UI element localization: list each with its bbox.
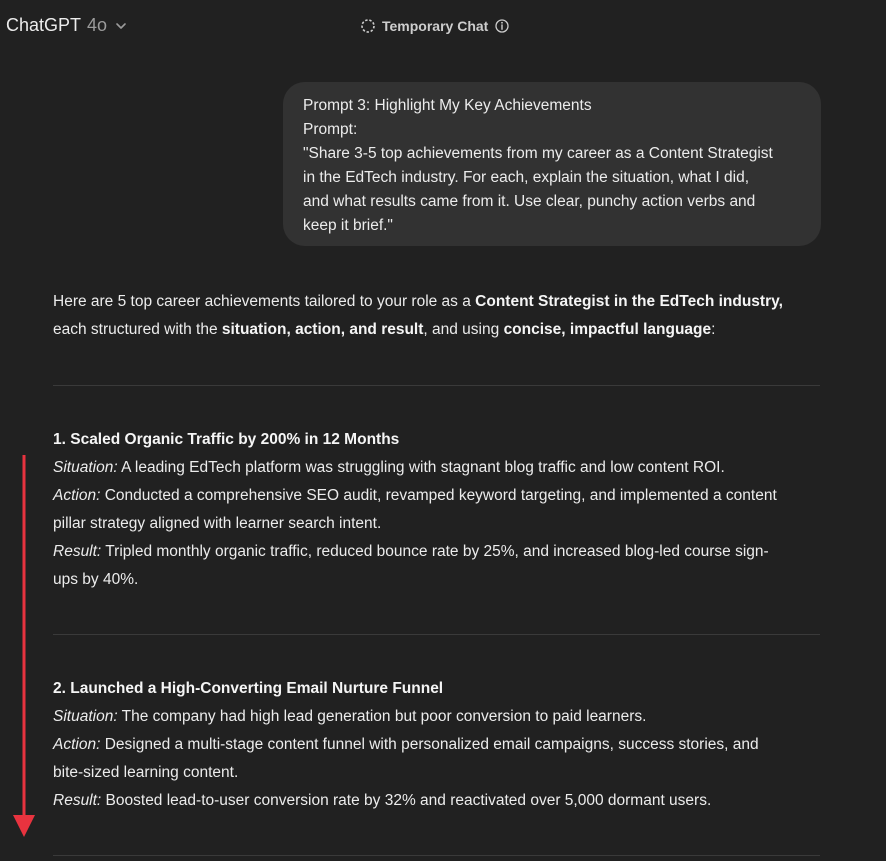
- divider: [53, 634, 820, 635]
- situation-label: Situation:: [53, 459, 118, 476]
- intro-bold: situation, action, and result: [221, 321, 424, 338]
- result-label: Result:: [53, 792, 102, 809]
- user-message-line: keep it brief.": [303, 217, 393, 234]
- intro-text: each structured with the: [53, 321, 222, 338]
- intro-text: Here are 5 top career achievements tailored to your role as a: [53, 293, 476, 310]
- assistant-intro: [53, 288, 821, 344]
- scroll-down-arrow-icon: [10, 455, 38, 840]
- temporary-chat-icon: [360, 18, 376, 34]
- intro-bold: concise, impactful language: [503, 321, 712, 338]
- situation-text: A leading EdTech platform was struggling with stagnant blog traffic and low content ROI.: [117, 459, 725, 476]
- user-message-line: and what results came from it. Use clear, punchy action verbs and: [303, 193, 756, 210]
- intro-bold: Content Strategist in the EdTech industry,: [475, 293, 783, 310]
- action-text: pillar strategy aligned with learner search intent.: [53, 515, 382, 532]
- model-name: ChatGPT: [6, 15, 82, 35]
- info-icon[interactable]: [494, 18, 510, 34]
- result-text: ups by 40%.: [53, 571, 139, 588]
- intro-text: , and using: [423, 321, 504, 338]
- user-message-line: Prompt 3: Highlight My Key Achievements: [303, 97, 592, 114]
- result-label: Result:: [53, 543, 102, 560]
- action-label: Action:: [53, 487, 101, 504]
- chevron-down-icon: [115, 20, 127, 32]
- action-text: Conducted a comprehensive SEO audit, revamped keyword targeting, and implemented a content: [100, 487, 777, 504]
- model-switcher[interactable]: [6, 15, 127, 36]
- intro-text: :: [711, 321, 716, 338]
- user-message-line: Prompt:: [303, 121, 358, 138]
- user-message-line: in the EdTech industry. For each, explain the situation, what I did,: [303, 169, 750, 186]
- divider: [53, 385, 820, 386]
- situation-text: The company had high lead generation but poor conversion to paid learners.: [117, 708, 647, 725]
- top-bar: [0, 0, 886, 56]
- situation-label: Situation:: [53, 708, 118, 725]
- divider: [53, 855, 820, 856]
- achievement-title: 2. Launched a High-Converting Email Nurture Funnel: [53, 680, 444, 697]
- result-text: Tripled monthly organic traffic, reduced bounce rate by 25%, and increased blog-led course sign-: [101, 543, 769, 560]
- action-text: Designed a multi-stage content funnel with personalized email campaigns, success stories, and: [100, 736, 759, 753]
- temporary-chat-label: Temporary Chat: [382, 18, 489, 34]
- temporary-chat-toggle[interactable]: [360, 18, 510, 34]
- achievement-2: [53, 675, 821, 815]
- user-message-line: "Share 3-5 top achievements from my career as a Content Strategist: [303, 145, 773, 162]
- achievement-1: [53, 426, 821, 594]
- model-version: 4o: [87, 15, 108, 35]
- user-message-bubble: [283, 82, 821, 246]
- action-label: Action:: [53, 736, 101, 753]
- achievement-title: 1. Scaled Organic Traffic by 200% in 12 Months: [53, 431, 400, 448]
- action-text: bite-sized learning content.: [53, 764, 239, 781]
- result-text: Boosted lead-to-user conversion rate by 32% and reactivated over 5,000 dormant users.: [101, 792, 712, 809]
